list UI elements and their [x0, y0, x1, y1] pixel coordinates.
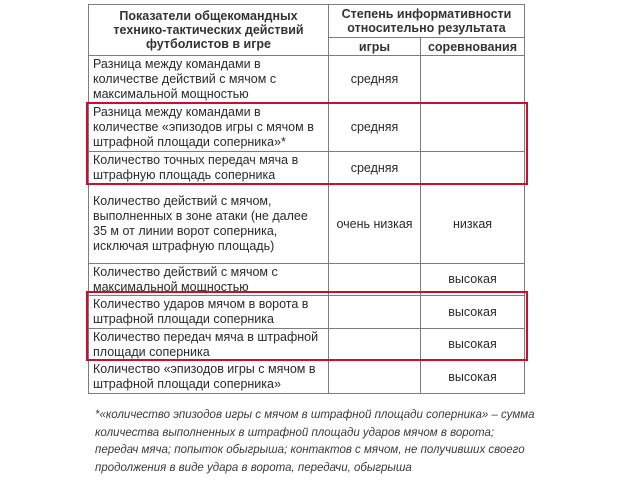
table-row — [89, 56, 525, 104]
table-header-row — [89, 5, 525, 38]
row-competition-value: высокая — [421, 361, 525, 394]
row-indicator: Количество действий с мячом с максимальной мощностью — [89, 264, 329, 296]
row-game-value — [329, 264, 421, 296]
row-game-value — [329, 296, 421, 329]
row-competition-value: высокая — [421, 264, 525, 296]
row-game-value: средняя — [329, 104, 421, 152]
row-competition-value: высокая — [421, 296, 525, 329]
row-indicator: Количество ударов мячом в ворота в штрафной площади соперника — [89, 296, 329, 329]
table-row — [89, 329, 525, 361]
header-indicators: Показатели общекомандных технико-тактических действий футболистов в игре — [89, 5, 329, 56]
row-competition-value — [421, 104, 525, 152]
row-competition-value — [421, 152, 525, 185]
row-game-value: средняя — [329, 152, 421, 185]
row-indicator: Разница между командами в количестве «эпизодов игры с мячом в штрафной площади соперника»* — [89, 104, 329, 152]
table-row — [89, 104, 525, 152]
table-row — [89, 361, 525, 394]
row-indicator: Количество передач мяча в штрафной площади соперника — [89, 329, 329, 361]
header-informativeness: Степень информативности относительно результата — [329, 5, 525, 38]
table-row — [89, 152, 525, 185]
row-indicator: Количество «эпизодов игры с мячом в штрафной площади соперника» — [89, 361, 329, 394]
table-row — [89, 296, 525, 329]
row-indicator: Разница между командами в количестве действий с мячом с максимальной мощностью — [89, 56, 329, 104]
header-game: игры — [329, 38, 421, 56]
footnote: *«количество эпизодов игры с мячом в штрафной площади соперника» – сумма количества выполненных в штрафной площади ударов мячом в ворота; передач мяча; попыток обыгрыша; контактов с мячом, не получивших своего продолжения в виде удара в ворота, передачи, обыгрыша — [95, 409, 535, 474]
header-competition: соревнования — [421, 38, 525, 56]
row-game-value: очень низкая — [329, 185, 421, 264]
row-game-value — [329, 361, 421, 394]
row-competition-value: низкая — [421, 185, 525, 264]
row-game-value: средняя — [329, 56, 421, 104]
informativeness-table — [88, 4, 525, 394]
row-game-value — [329, 329, 421, 361]
table-row — [89, 264, 525, 296]
row-competition-value: высокая — [421, 329, 525, 361]
row-competition-value — [421, 56, 525, 104]
row-indicator: Количество точных передач мяча в штрафную площадь соперника — [89, 152, 329, 185]
table-row — [89, 185, 525, 264]
row-indicator: Количество действий с мячом, выполненных в зоне атаки (не далее 35 м от линии ворот соперника, исключая штрафную площадь) — [89, 185, 329, 264]
